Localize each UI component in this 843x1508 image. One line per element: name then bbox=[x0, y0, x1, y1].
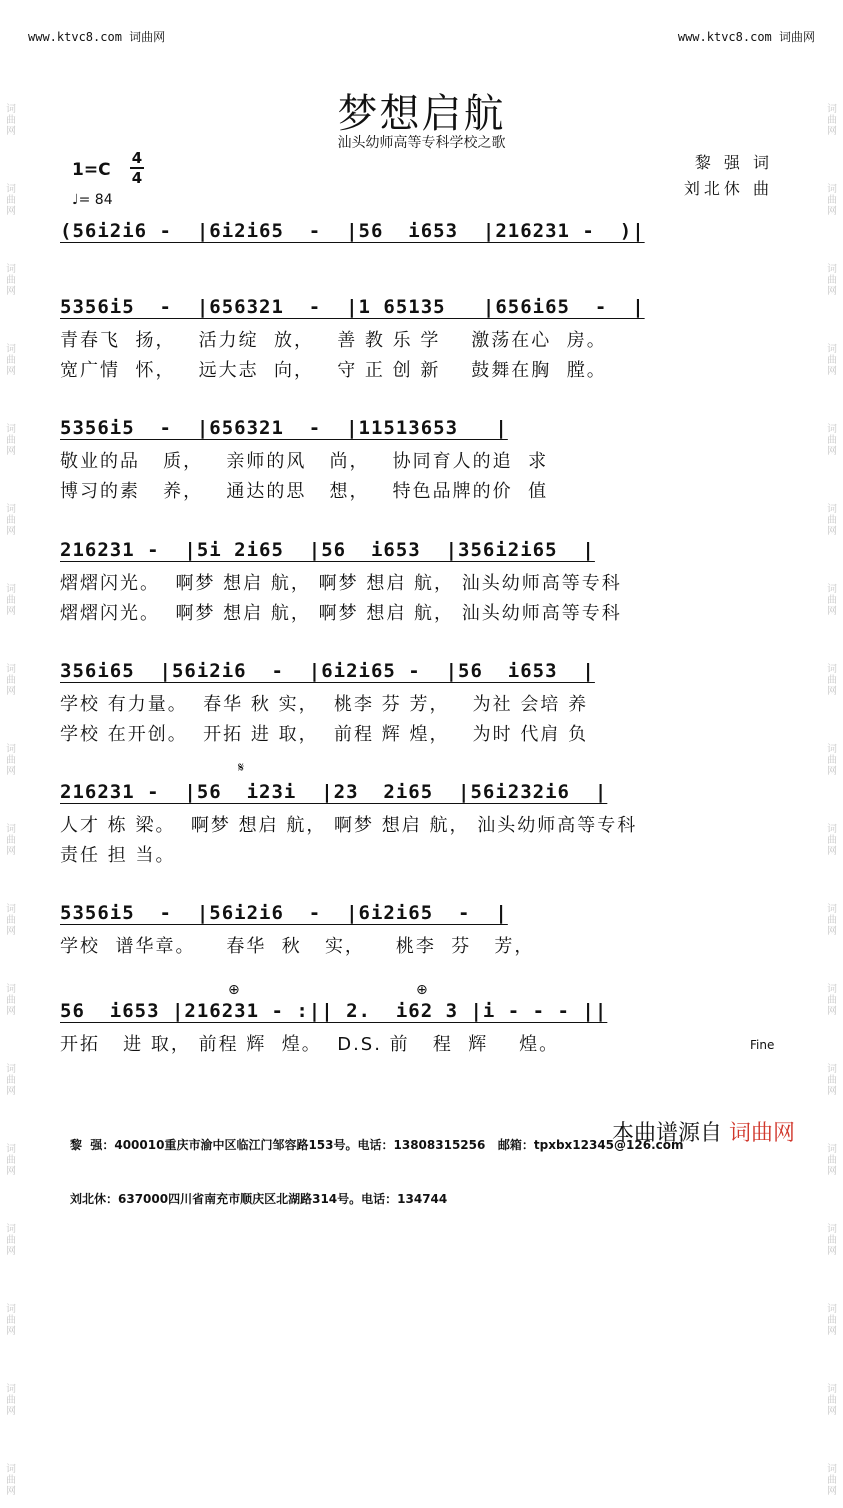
side-mark: 词 曲 网 bbox=[827, 264, 837, 297]
lyric-verse-1: 青春飞 扬， 活力绽 放， 善 教 乐 学 激荡在心 房。 bbox=[60, 330, 607, 351]
side-mark: 词 曲 网 bbox=[827, 1384, 837, 1417]
lyric-verse-1: 学校 有力量。 春华 秋 实， 桃李 芬 芳， 为社 会培 养 bbox=[60, 694, 589, 715]
source-label: 本曲谱源自 bbox=[611, 1121, 722, 1146]
lyric-verse-2: 责任 担 当。 bbox=[60, 845, 176, 866]
side-mark: 词 曲 网 bbox=[827, 824, 837, 857]
lyric-verse-2: 学校 在开创。 开拓 进 取， 前程 辉 煌， 为时 代肩 负 bbox=[60, 724, 589, 745]
score-row-7 bbox=[60, 902, 790, 958]
side-mark: 词 曲 网 bbox=[827, 984, 837, 1017]
notation-line: 56 i653 |216231 - :|| 2. i62 3 |i - - - || bbox=[60, 1000, 608, 1022]
score-row-1 bbox=[60, 220, 790, 242]
notation-line: 5356i5 - |56i2i6 - |6i2i65 - | bbox=[60, 902, 508, 924]
side-mark: 词 曲 网 bbox=[6, 744, 16, 777]
side-mark: 词 曲 网 bbox=[6, 1304, 16, 1337]
side-mark: 词 曲 网 bbox=[827, 184, 837, 217]
side-mark: 词 曲 网 bbox=[827, 584, 837, 617]
notation-line: 5356i5 - |656321 - |1 65135 |656i65 - | bbox=[60, 296, 645, 318]
lyricist-credit: 黎 强 词 bbox=[694, 153, 773, 172]
fine-marking: Fine bbox=[750, 1038, 775, 1052]
side-mark: 词 曲 网 bbox=[827, 344, 837, 377]
notation-line: 216231 - |56 i23i |23 2i65 |56i232i6 | bbox=[60, 781, 608, 803]
score-row-5 bbox=[60, 660, 790, 746]
lyric-verse-1: 敬业的品 质， 亲师的风 尚， 协同育人的追 求 bbox=[60, 451, 549, 472]
lyric-verse-1: 熠熠闪光。 啊梦 想启 航， 啊梦 想启 航， 汕头幼师高等专科 bbox=[60, 573, 622, 594]
coda-symbol: ⊕ bbox=[228, 982, 240, 998]
side-mark: 词 曲 网 bbox=[827, 1304, 837, 1337]
side-mark: 词 曲 网 bbox=[6, 1224, 16, 1257]
side-mark: 词 曲 网 bbox=[827, 504, 837, 537]
contact-line-lyricist: 黎 强：400010重庆市渝中区临江门邹容路153号。电话：13808315256 邮箱：tpxbx12345@126.com bbox=[70, 1138, 684, 1152]
song-title: 梦想启航 bbox=[337, 91, 506, 137]
score-row-4 bbox=[60, 539, 790, 625]
side-mark: 词 曲 网 bbox=[6, 504, 16, 537]
composer-credit: 刘北休 曲 bbox=[683, 179, 773, 198]
side-mark: 词 曲 网 bbox=[6, 1144, 16, 1177]
side-mark: 词 曲 网 bbox=[827, 424, 837, 457]
side-mark: 词 曲 网 bbox=[6, 824, 16, 857]
contact-line-composer: 刘北休：637000四川省南充市顺庆区北湖路314号。电话：134744 bbox=[70, 1192, 448, 1206]
side-mark: 词 曲 网 bbox=[6, 1384, 16, 1417]
side-mark: 词 曲 网 bbox=[827, 1224, 837, 1257]
notation-line: 356i65 |56i2i6 - |6i2i65 - |56 i653 | bbox=[60, 660, 595, 682]
side-mark: 词 曲 网 bbox=[6, 1464, 16, 1497]
notation-line: 5356i5 - |656321 - |11513653 | bbox=[60, 417, 508, 439]
lyric-verse-2: 宽广情 怀， 远大志 向， 守 正 创 新 鼓舞在胸 膛。 bbox=[60, 360, 607, 381]
score-row-8 bbox=[60, 1000, 790, 1056]
side-mark: 词 曲 网 bbox=[6, 264, 16, 297]
side-mark: 词 曲 网 bbox=[827, 104, 837, 137]
side-watermark-left bbox=[4, 0, 18, 1508]
key-signature: 1=C bbox=[72, 160, 111, 180]
side-mark: 词 曲 网 bbox=[827, 1144, 837, 1177]
segno-symbol: 𝄋 bbox=[238, 760, 245, 776]
side-mark: 词 曲 网 bbox=[6, 664, 16, 697]
site-url-left[interactable]: www.ktvc8.com 词曲网 bbox=[28, 30, 166, 44]
time-signature-bottom: 4 bbox=[131, 169, 143, 187]
side-mark: 词 曲 网 bbox=[6, 984, 16, 1017]
source-brand: 词曲网 bbox=[728, 1121, 795, 1146]
side-mark: 词 曲 网 bbox=[6, 104, 16, 137]
side-mark: 词 曲 网 bbox=[6, 424, 16, 457]
notation-line: 216231 - |5i 2i65 |56 i653 |356i2i65 | bbox=[60, 539, 595, 561]
source-watermark[interactable] bbox=[612, 1116, 795, 1147]
time-signature-top: 4 bbox=[131, 149, 143, 167]
side-mark: 词 曲 网 bbox=[827, 1464, 837, 1497]
side-mark: 词 曲 网 bbox=[6, 184, 16, 217]
score-row-3 bbox=[60, 417, 790, 503]
side-mark: 词 曲 网 bbox=[827, 664, 837, 697]
song-subtitle: 汕头幼师高等专科学校之歌 bbox=[337, 135, 506, 151]
side-mark: 词 曲 网 bbox=[6, 904, 16, 937]
side-mark: 词 曲 网 bbox=[6, 1064, 16, 1097]
side-watermark-right bbox=[825, 0, 839, 1508]
lyric-verse-2: 博习的素 养， 通达的思 想， 特色品牌的价 值 bbox=[60, 481, 549, 502]
lyric-verse-1: 学校 谱华章。 春华 秋 实， 桃李 芬 芳， bbox=[60, 936, 535, 957]
notation-line: (56i2i6 - |6i2i65 - |56 i653 |216231 - )| bbox=[60, 220, 645, 242]
side-mark: 词 曲 网 bbox=[6, 344, 16, 377]
tempo-marking: ♩= 84 bbox=[72, 192, 113, 208]
side-mark: 词 曲 网 bbox=[827, 744, 837, 777]
time-signature bbox=[130, 150, 144, 186]
lyric-verse-1: 人才 栋 梁。 啊梦 想启 航， 啊梦 想启 航， 汕头幼师高等专科 bbox=[60, 815, 638, 836]
score-row-2 bbox=[60, 296, 790, 382]
side-mark: 词 曲 网 bbox=[827, 1064, 837, 1097]
lyric-verse-2: 熠熠闪光。 啊梦 想启 航， 啊梦 想启 航， 汕头幼师高等专科 bbox=[60, 603, 622, 624]
side-mark: 词 曲 网 bbox=[827, 904, 837, 937]
side-mark: 词 曲 网 bbox=[6, 584, 16, 617]
site-url-right[interactable]: www.ktvc8.com 词曲网 bbox=[677, 30, 815, 44]
coda-symbol: ⊕ bbox=[416, 982, 428, 998]
score-row-6 bbox=[60, 781, 790, 867]
lyric-verse-1: 开拓 进 取， 前程 辉 煌。 D.S. 前 程 辉 煌。 bbox=[60, 1034, 560, 1055]
